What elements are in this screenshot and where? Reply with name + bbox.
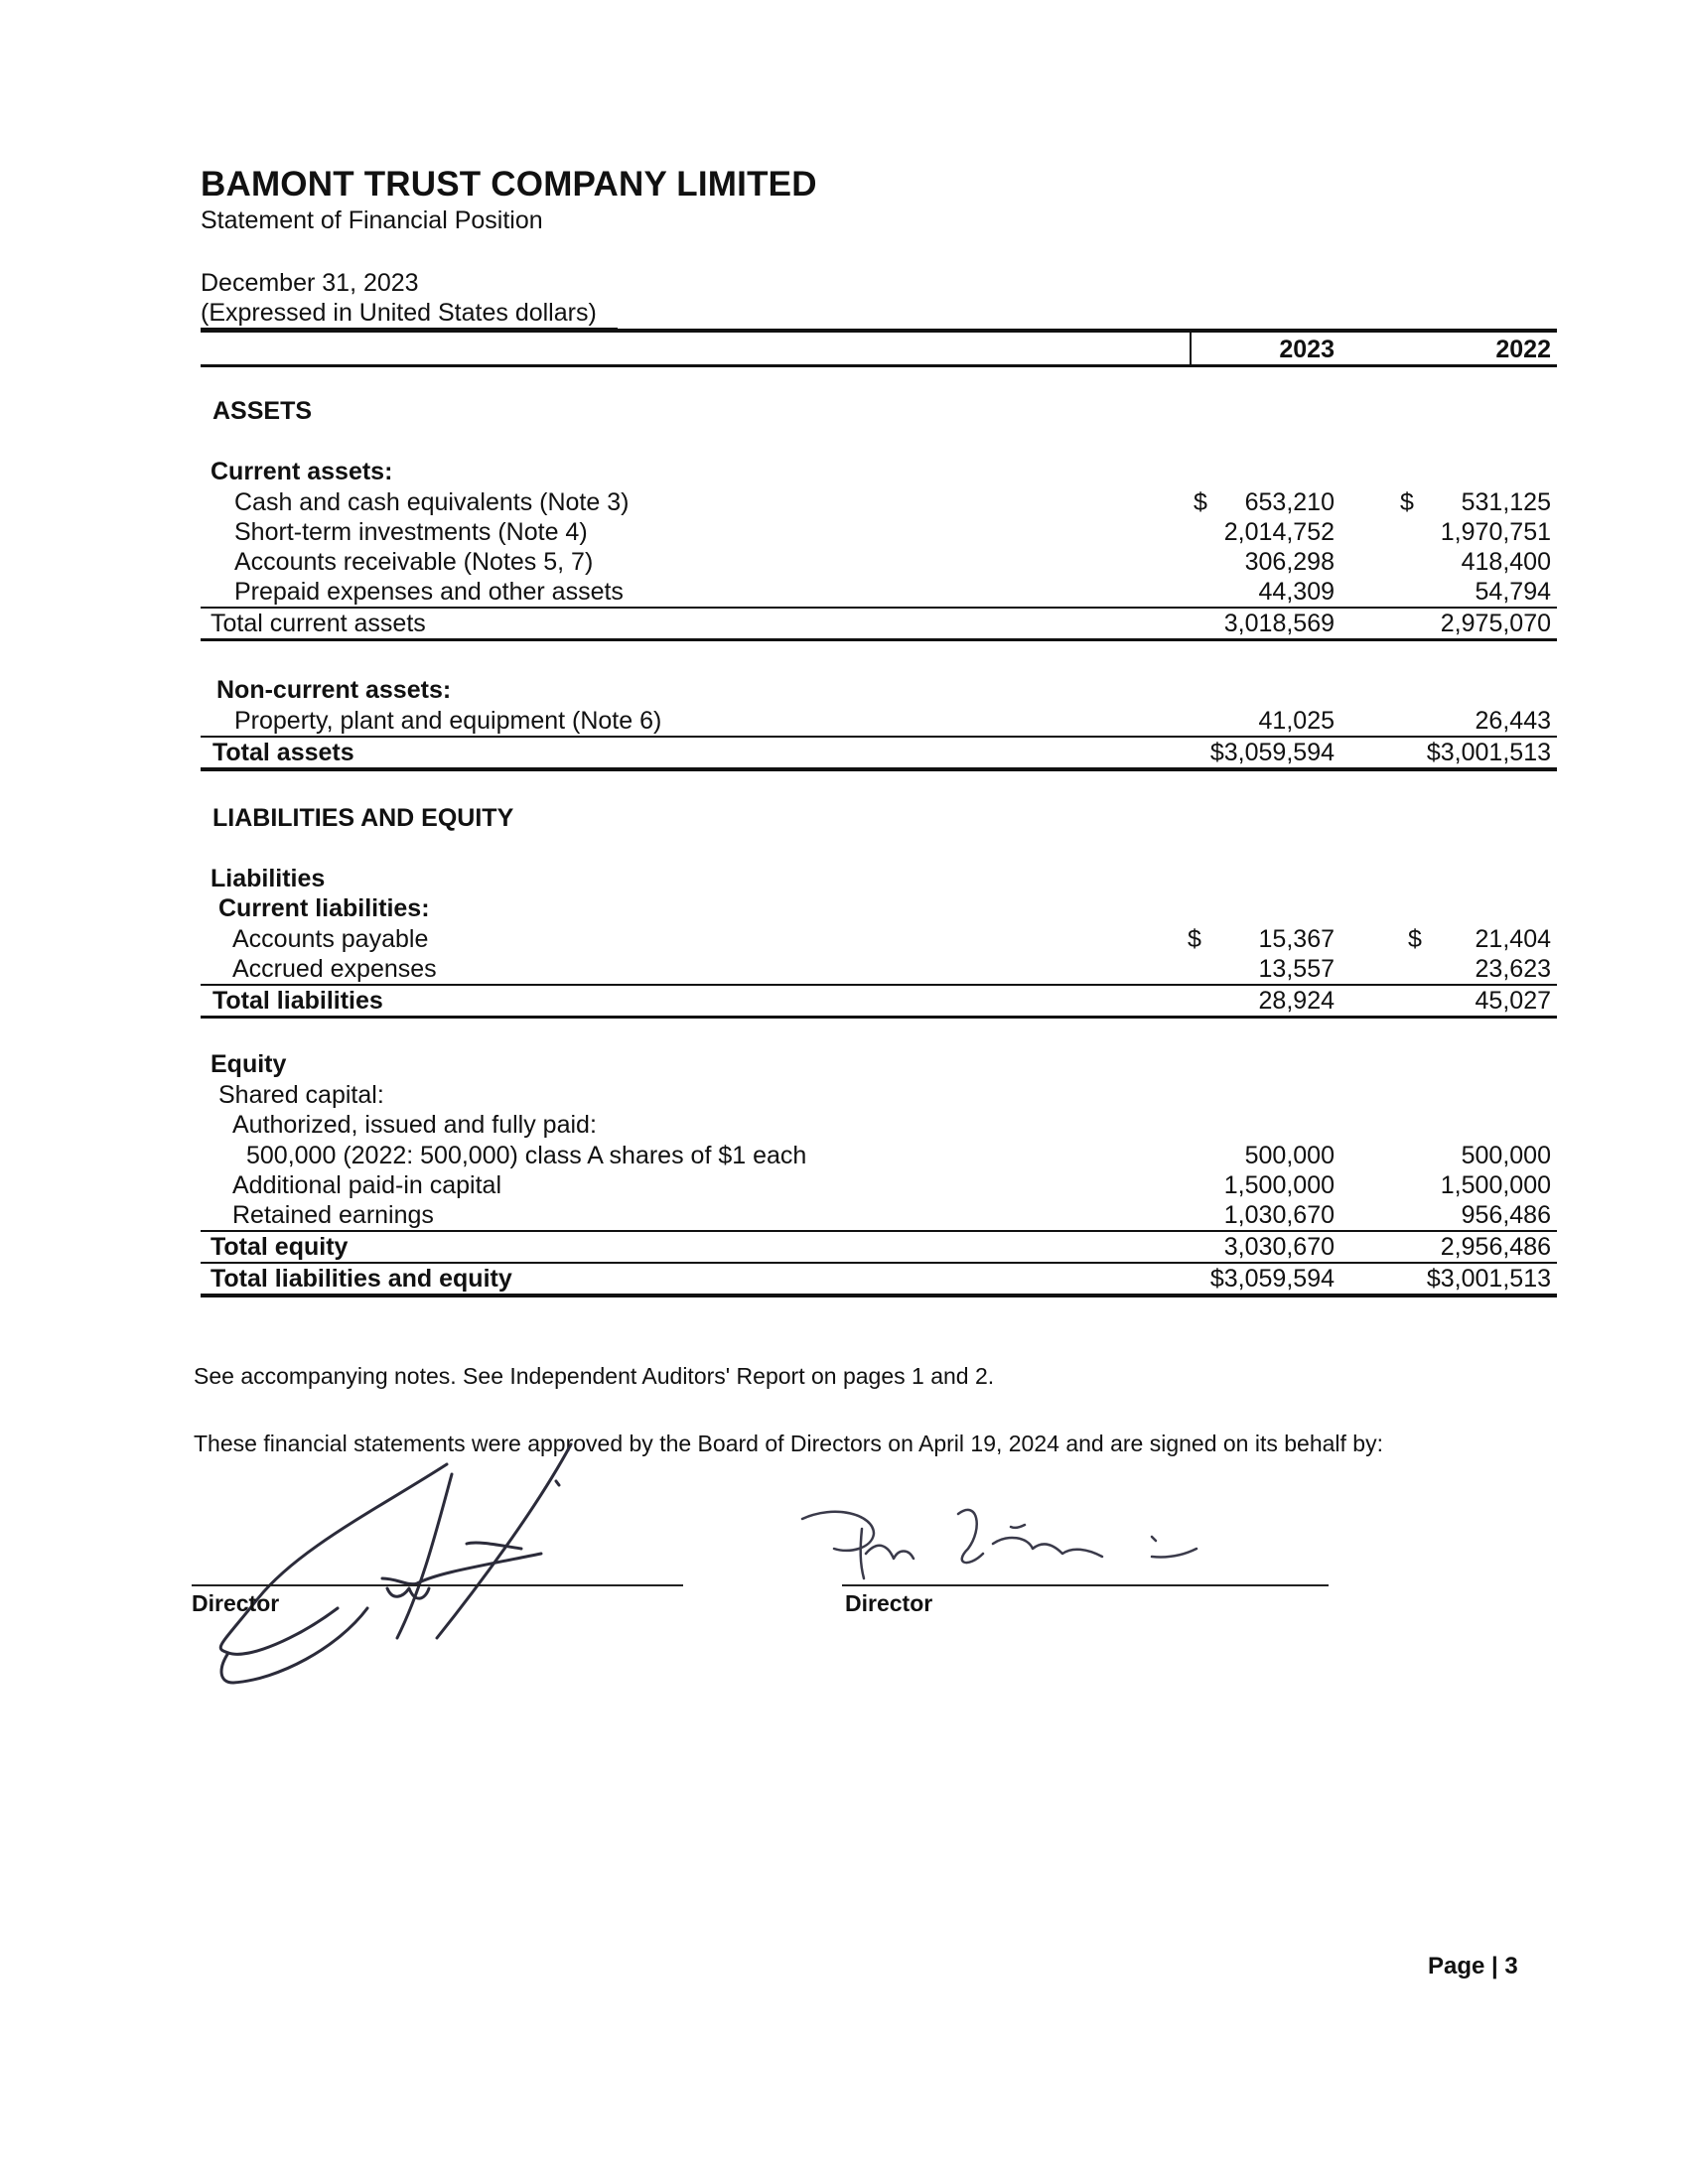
- equity-heading: Equity: [211, 1050, 287, 1078]
- total-assets-2023: $3,059,594: [1209, 739, 1335, 766]
- total-liabilities-label: Total liabilities: [212, 987, 383, 1015]
- authorized-heading: Authorized, issued and fully paid:: [232, 1111, 597, 1139]
- value-2023: 500,000: [1244, 1142, 1335, 1169]
- signatory-2-label: Director: [845, 1590, 933, 1616]
- line-item-label: Accounts receivable (Notes 5, 7): [234, 548, 594, 576]
- currency-symbol: $: [1188, 925, 1201, 953]
- value-2023: 1,030,670: [1223, 1201, 1335, 1229]
- value-2023: 1,500,000: [1223, 1171, 1335, 1199]
- total-liabilities-2022: 45,027: [1475, 987, 1551, 1015]
- company-name: BAMONT TRUST COMPANY LIMITED: [201, 165, 817, 204]
- value-2022: 54,794: [1475, 578, 1551, 606]
- statement-title: Statement of Financial Position: [201, 206, 543, 234]
- currency-note: (Expressed in United States dollars): [201, 299, 597, 327]
- value-2023: 13,557: [1258, 955, 1335, 983]
- currency-symbol: $: [1194, 488, 1207, 516]
- assets-heading: ASSETS: [212, 397, 313, 425]
- currency-symbol: $: [1400, 488, 1414, 516]
- value-2023: 306,298: [1244, 548, 1335, 576]
- share-capital-heading: Shared capital:: [218, 1081, 384, 1109]
- value-2022: 500,000: [1461, 1142, 1551, 1169]
- total-current-assets-2023: 3,018,569: [1223, 610, 1335, 637]
- total-equity-2023: 3,030,670: [1223, 1233, 1335, 1261]
- total-current-assets-label: Total current assets: [211, 610, 426, 637]
- column-header-2023: 2023: [1279, 336, 1335, 363]
- value-2022: 23,623: [1475, 955, 1551, 983]
- statement-date: December 31, 2023: [201, 269, 419, 297]
- total-equity-2022: 2,956,486: [1440, 1233, 1551, 1261]
- value-2022: 956,486: [1461, 1201, 1551, 1229]
- value-2022: 418,400: [1461, 548, 1551, 576]
- total-liabilities-equity-label: Total liabilities and equity: [211, 1265, 512, 1293]
- current-assets-heading: Current assets:: [211, 458, 393, 485]
- line-item-label: Accounts payable: [232, 925, 429, 953]
- signature-line-2: [842, 1584, 1329, 1586]
- accompanying-notes: See accompanying notes. See Independent Auditors' Report on pages 1 and 2.: [194, 1363, 995, 1389]
- current-liabilities-heading: Current liabilities:: [218, 894, 430, 922]
- value-2022: 21,404: [1475, 925, 1551, 953]
- total-liabilities-2023: 28,924: [1258, 987, 1335, 1015]
- liabilities-heading: Liabilities: [211, 865, 326, 892]
- line-item-label: Accrued expenses: [232, 955, 437, 983]
- approval-statement: These financial statements were approved by the Board of Directors on April 19, 2024 and are signed on its behalf by:: [194, 1431, 1383, 1456]
- value-2022: 26,443: [1475, 707, 1551, 735]
- total-liabilities-equity-2022: $3,001,513: [1426, 1265, 1551, 1293]
- value-2022: 1,500,000: [1440, 1171, 1551, 1199]
- line-item-label: 500,000 (2022: 500,000) class A shares of $1 each: [246, 1142, 807, 1169]
- liabilities-equity-heading: LIABILITIES AND EQUITY: [212, 804, 514, 832]
- line-item-label: Prepaid expenses and other assets: [234, 578, 624, 606]
- page-number: Page | 3: [1428, 1953, 1518, 1979]
- total-current-assets-2022: 2,975,070: [1440, 610, 1551, 637]
- line-item-label: Retained earnings: [232, 1201, 434, 1229]
- value-2022: 531,125: [1461, 488, 1551, 516]
- value-2023: 2,014,752: [1223, 518, 1335, 546]
- signature-line-1: [192, 1584, 683, 1586]
- line-item-label: Additional paid-in capital: [232, 1171, 502, 1199]
- total-equity-label: Total equity: [211, 1233, 349, 1261]
- value-2023: 41,025: [1258, 707, 1335, 735]
- line-item-label: Short-term investments (Note 4): [234, 518, 588, 546]
- value-2023: 653,210: [1244, 488, 1335, 516]
- value-2023: 15,367: [1258, 925, 1335, 953]
- line-item-label: Property, plant and equipment (Note 6): [234, 707, 662, 735]
- noncurrent-assets-heading: Non-current assets:: [216, 676, 452, 704]
- total-liabilities-equity-2023: $3,059,594: [1209, 1265, 1335, 1293]
- column-header-2022: 2022: [1495, 336, 1551, 363]
- currency-symbol: $: [1408, 925, 1422, 953]
- value-2023: 44,309: [1258, 578, 1335, 606]
- value-2022: 1,970,751: [1440, 518, 1551, 546]
- total-assets-2022: $3,001,513: [1426, 739, 1551, 766]
- signatory-1-label: Director: [192, 1590, 280, 1616]
- total-assets-label: Total assets: [212, 739, 354, 766]
- line-item-label: Cash and cash equivalents (Note 3): [234, 488, 630, 516]
